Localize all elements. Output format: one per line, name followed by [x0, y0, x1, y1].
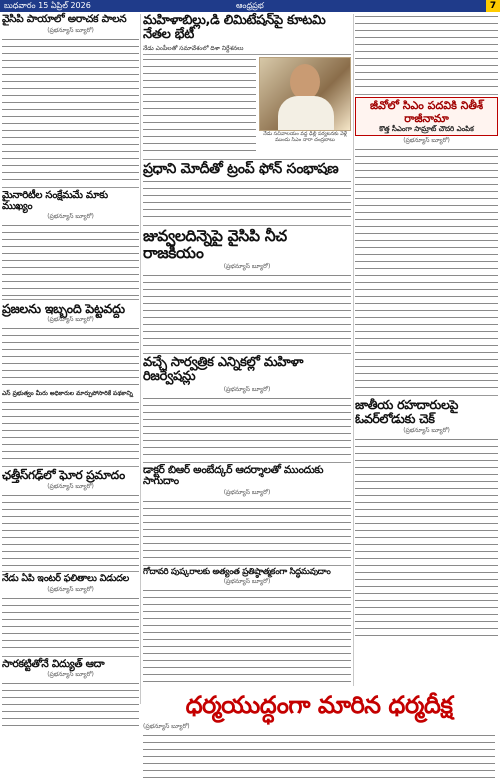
column-divider — [353, 14, 354, 686]
article-body — [143, 588, 351, 684]
article-byline: (ప్రభన్యూస్ బ్యూరో) — [223, 385, 271, 393]
divider — [2, 299, 139, 300]
article-headline: మైనారిటీల సంక్షేమమే మాకు ముఖ్యం — [2, 189, 108, 212]
box-headline — [355, 97, 498, 136]
divider — [2, 656, 139, 657]
article-subhead: ఎస్ ప్రభుత్వం మీరు అధికారుల మార్పుపోసారికే పథకాన్ని — [2, 390, 133, 398]
article-byline: (ప్రభన్యూస్ బ్యూరో) — [47, 585, 94, 593]
article-body — [143, 57, 256, 157]
article-body — [2, 326, 139, 388]
article-body — [2, 223, 139, 297]
lead-headline: మహిళాబిల్లు,డి లిమిటేషన్‌పై కూటమి నేతల భేటీ — [143, 13, 326, 43]
article-body — [143, 273, 351, 351]
article-body — [2, 37, 139, 185]
article-byline: (ప్రభన్యూస్ బ్యూరో) — [223, 488, 271, 496]
banner-article — [143, 722, 495, 783]
article-body — [143, 396, 351, 460]
article-headline: ఛత్తీస్‌గఢ్‌లో ఘోర ప్రమాదం — [2, 468, 125, 483]
banner-headline: ధర్మయుద్ధంగా మారిన ధర్మదీక్ష — [185, 691, 453, 719]
box-title: జీవోలో సిఎం పదవికి నితీశ్ రాజీనామా — [369, 99, 484, 125]
divider — [143, 159, 351, 160]
divider — [143, 462, 351, 463]
photo-caption: నేడు సచివాలయం వద్ద ఢిల్లీ పర్యటనకు వెళ్లే ముందు సిఎం నారా చంద్రబాబు — [263, 130, 347, 144]
article-body — [355, 14, 498, 92]
article-body — [143, 733, 495, 783]
article-byline: (ప్రభన్యూస్ బ్యూరో) — [143, 723, 190, 730]
divider — [143, 225, 351, 226]
divider — [143, 353, 351, 354]
article-headline: నేడు ఏపి ఇంటర్ ఫలితాలు విడుదల — [2, 573, 129, 585]
article-body — [143, 499, 351, 563]
divider — [143, 565, 351, 566]
article-byline: (ప్రభన్యూస్ బ్యూరో) — [47, 316, 94, 324]
article-byline: (ప్రభన్యూస్ బ్యూరో) — [47, 212, 94, 220]
left-column — [2, 14, 139, 729]
lead-subhead: నేడు ఎంపీలతో సమావేశంలో దిశా నిర్దేశనలు — [143, 45, 351, 55]
article-body — [355, 437, 498, 637]
page-number: 7 — [486, 0, 500, 12]
chief-minister-photo — [259, 57, 351, 131]
article-body — [355, 147, 498, 393]
issue-date: బుధవారం 15 ఏప్రిల్ 2026 — [4, 1, 91, 10]
right-column — [355, 14, 498, 637]
divider — [2, 187, 139, 188]
divider — [355, 395, 498, 396]
page-header — [0, 0, 500, 12]
article-headline: వైసిపి పాయాలో అరాచక పాలన — [2, 13, 127, 25]
article-body — [2, 681, 139, 729]
article-byline: (ప్రభన్యూస్ బ్యూరో) — [223, 263, 271, 271]
article-body — [143, 179, 351, 223]
center-column — [143, 14, 351, 684]
article-byline: (ప్రభన్యూస్ బ్యూరో) — [403, 137, 450, 145]
article-headline: జువ్వలదిన్నెపై వైసిపి నీచ రాజకీయం — [143, 226, 287, 263]
box-subtitle: కొత్త సీఎంగా సామ్రాట్ చౌదరి ఎంపిక — [379, 125, 474, 134]
article-byline: (ప్రభన్యూస్ బ్యూరో) — [47, 26, 94, 34]
article-byline: (ప్రభన్యూస్ బ్యూరో) — [403, 426, 450, 434]
article-headline: గోదావరి పుష్కరాలకు అత్యంత ప్రతిష్ఠాత్మకంగా సిద్ధమవుదాం — [143, 566, 331, 577]
column-divider — [140, 14, 141, 704]
article-headline: ప్రధాని మోదీతో ట్రంప్ ఫోన్ సంభాషణ — [143, 160, 339, 177]
lead-photo-block — [259, 57, 351, 144]
article-body — [2, 596, 139, 654]
article-headline: డాక్టర్ బిఆర్ అంబేద్కర్ ఆదర్శాలతో ముందుకు సాగుదాం — [143, 463, 324, 488]
article-headline: ప్రజలను ఇబ్బంది పెట్టవద్దు — [2, 300, 125, 316]
masthead: ఆంధ్రప్రభ — [236, 1, 264, 10]
article-headline: సారకట్టితోనే విద్యుత్ ఆదా — [2, 657, 105, 670]
lead-article — [143, 57, 351, 157]
article-body — [2, 400, 139, 464]
article-headline: వచ్చే సార్వత్రిక ఎన్నికల్లో మహిళా రిజర్వేషన్లు — [143, 355, 304, 385]
article-body — [2, 493, 139, 569]
article-headline: జాతీయ రహదారులపై ఓవర్‌లోడుకు చెక్ — [355, 397, 459, 427]
article-byline: (ప్రభన్యూస్ బ్యూరో) — [223, 578, 271, 586]
article-byline: (ప్రభన్యూస్ బ్యూరో) — [47, 483, 94, 491]
divider — [2, 466, 139, 467]
divider — [355, 94, 498, 95]
article-byline: (ప్రభన్యూస్ బ్యూరో) — [47, 671, 94, 679]
